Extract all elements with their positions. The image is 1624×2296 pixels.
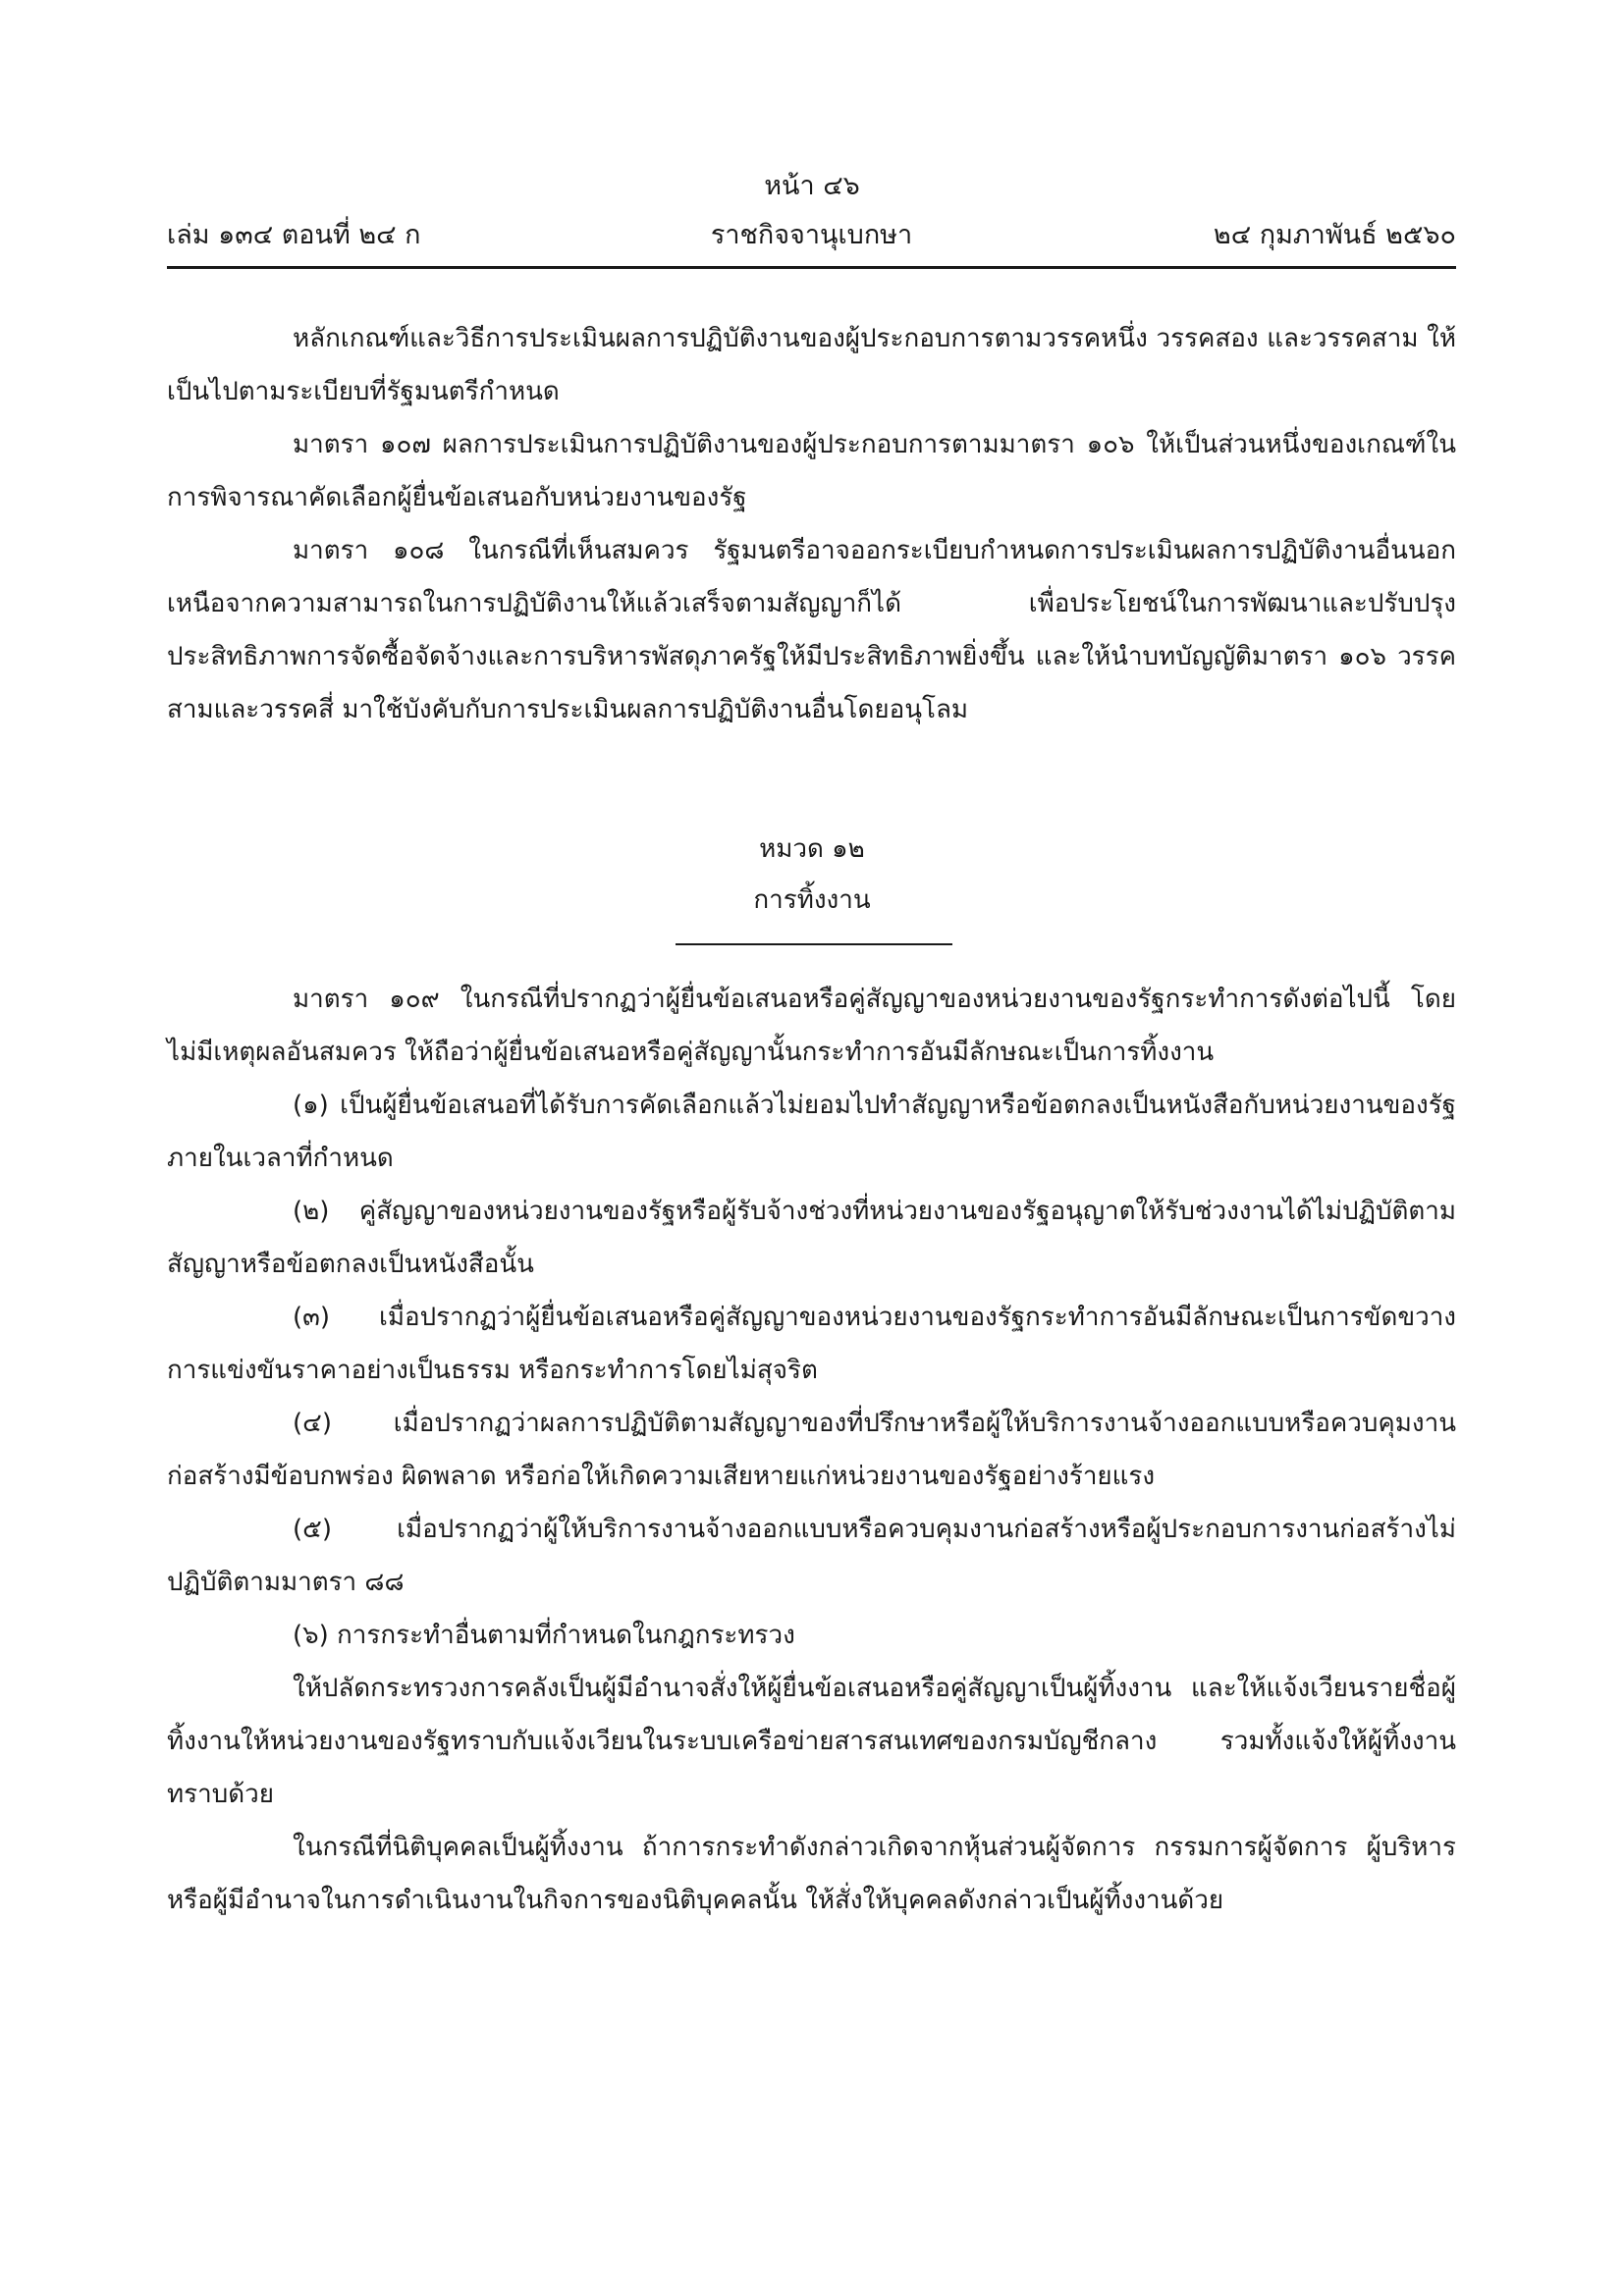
list-item-1: (๑) เป็นผู้ยื่นข้อเสนอที่ได้รับการคัดเลือกแล้วไม่ยอมไปทำสัญญาหรือข้อตกลงเป็นหนังสือกับหน่วยงานของรัฐภายในเวลาที่กำหนด	[167, 1091, 1456, 1173]
paragraph-juristic-person: ในกรณีที่นิติบุคคลเป็นผู้ทิ้งงาน ถ้าการกระทำดังกล่าวเกิดจากหุ้นส่วนผู้จัดการ กรรมการผู้จัดการ ผู้บริหาร หรือผู้มีอำนาจในการดำเนินงานในกิจการของนิติบุคคลนั้น ให้สั่งให้บุคคลดังกล่าวเป็นผู้ทิ้งงานด้วย	[167, 1833, 1456, 1915]
paragraph-section-108: มาตรา ๑๐๘ ในกรณีที่เห็นสมควร รัฐมนตรีอาจออกระเบียบกำหนดการประเมินผลการปฏิบัติงานอื่นนอกเหนือจากความสามารถในการปฏิบัติงานให้แล้วเสร็จตามสัญญาก็ได้ เพื่อประโยชน์ในการพัฒนาและปรับปรุงประสิทธิภาพการจัดซื้อจัดจ้างและการบริหารพัสดุภาครัฐให้มีประสิทธิภาพยิ่งขึ้น และให้นำบทบัญญัติมาตรา ๑๐๖ วรรคสามและวรรคสี่ มาใช้บังคับกับการประเมินผลการปฏิบัติงานอื่นโดยอนุโลม	[167, 536, 1456, 724]
volume-issue: เล่ม ๑๓๔ ตอนที่ ๒๔ ก	[167, 220, 421, 250]
page-number: หน้า ๔๖	[764, 171, 860, 201]
list-item-6: (๖) การกระทำอื่นตามที่กำหนดในกฎกระทรวง	[293, 1621, 795, 1650]
paragraph-section-107: มาตรา ๑๐๗ ผลการประเมินการปฏิบัติงานของผู้ประกอบการตามมาตรา ๑๐๖ ให้เป็นส่วนหนึ่งของเกณฑ์ในการพิจารณาคัดเลือกผู้ยื่นข้อเสนอกับหน่วยงานของรัฐ	[167, 430, 1456, 512]
paragraph-permanent-secretary: ให้ปลัดกระทรวงการคลังเป็นผู้มีอำนาจสั่งให้ผู้ยื่นข้อเสนอหรือคู่สัญญาเป็นผู้ทิ้งงาน และให้แจ้งเวียนรายชื่อผู้ทิ้งงานให้หน่วยงานของรัฐทราบกับแจ้งเวียนในระบบเครือข่ายสารสนเทศของกรมบัญชีกลาง รวมทั้งแจ้งให้ผู้ทิ้งงานทราบด้วย	[167, 1674, 1456, 1809]
list-item-5: (๕) เมื่อปรากฏว่าผู้ให้บริการงานจ้างออกแบบหรือควบคุมงานก่อสร้างหรือผู้ประกอบการงานก่อสร้างไม่ปฏิบัติตามมาตรา ๘๘	[167, 1515, 1456, 1597]
chapter-number: หมวด ๑๒	[759, 834, 865, 864]
publication-date: ๒๔ กุมภาพันธ์ ๒๕๖๐	[1213, 220, 1456, 250]
list-item-3: (๓) เมื่อปรากฏว่าผู้ยื่นข้อเสนอหรือคู่สัญญาของหน่วยงานของรัฐกระทำการอันมีลักษณะเป็นการขัดขวางการแข่งขันราคาอย่างเป็นธรรม หรือกระทำการโดยไม่สุจริต	[167, 1303, 1456, 1385]
gazette-name: ราชกิจจานุเบกษา	[710, 220, 913, 250]
gazette-header	[167, 214, 1456, 257]
section-top	[167, 312, 1456, 736]
list-item-4: (๔) เมื่อปรากฏว่าผลการปฏิบัติตามสัญญาของที่ปรึกษาหรือผู้ให้บริการงานจ้างออกแบบหรือควบคุมงานก่อสร้างมีข้อบกพร่อง ผิดพลาด หรือก่อให้เกิดความเสียหายแก่หน่วยงานของรัฐอย่างร้ายแรง	[167, 1409, 1456, 1491]
list-item-2: (๒) คู่สัญญาของหน่วยงานของรัฐหรือผู้รับจ้างช่วงที่หน่วยงานของรัฐอนุญาตให้รับช่วงงานได้ไม่ปฏิบัติตามสัญญาหรือข้อตกลงเป็นหนังสือนั้น	[167, 1197, 1456, 1279]
paragraph-section-109: มาตรา ๑๐๙ ในกรณีที่ปรากฏว่าผู้ยื่นข้อเสนอหรือคู่สัญญาของหน่วยงานของรัฐกระทำการดังต่อไปนี้ โดยไม่มีเหตุผลอันสมควร ให้ถือว่าผู้ยื่นข้อเสนอหรือคู่สัญญานั้นกระทำการอันมีลักษณะเป็นการทิ้งงาน	[167, 985, 1456, 1067]
paragraph-criteria: หลักเกณฑ์และวิธีการประเมินผลการปฏิบัติงานของผู้ประกอบการตามวรรคหนึ่ง วรรคสอง และวรรคสาม ให้เป็นไปตามระเบียบที่รัฐมนตรีกำหนด	[167, 324, 1456, 406]
header-divider	[167, 266, 1456, 269]
section-bottom	[167, 973, 1456, 1927]
chapter-title: การทิ้งงาน	[753, 885, 871, 915]
chapter-divider	[676, 943, 952, 945]
